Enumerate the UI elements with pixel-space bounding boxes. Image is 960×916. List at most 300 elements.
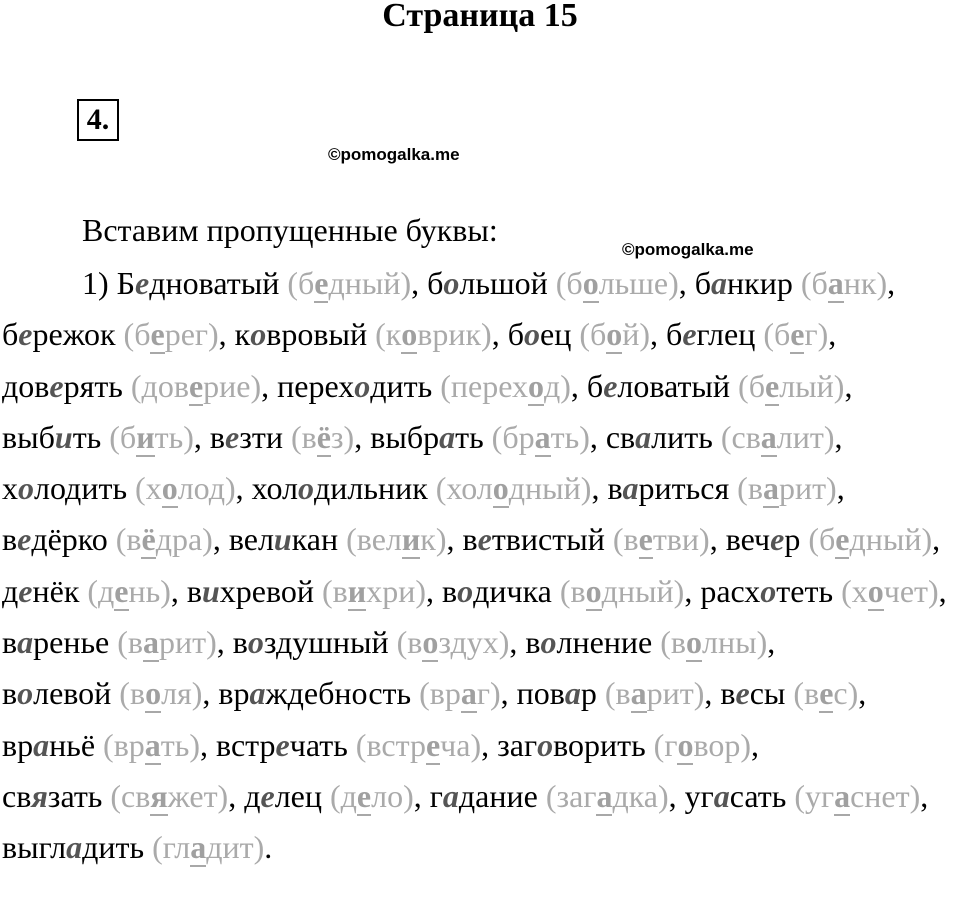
check-part: лый: [779, 367, 834, 404]
check-part: в: [623, 521, 639, 558]
check-part: в: [747, 470, 763, 507]
word-part: сы: [749, 675, 786, 712]
inserted-letter: о: [298, 470, 314, 507]
check-letter: а: [834, 777, 851, 814]
word-part: твистый: [491, 521, 605, 558]
check-part: рег: [164, 316, 209, 353]
inserted-letter: и: [201, 572, 220, 609]
inserted-letter: а: [33, 726, 50, 763]
check-letter: е: [188, 367, 204, 404]
check-letter: ё: [316, 418, 331, 455]
check-word: (угаснет): [794, 777, 921, 814]
inserted-letter: и: [54, 418, 73, 455]
check-part: рит: [159, 624, 207, 661]
word: [233, 624, 389, 660]
check-word: (вихри): [322, 572, 426, 609]
word-part: дичка: [473, 572, 552, 609]
word-part: ворить: [553, 726, 646, 763]
check-part: д: [98, 572, 115, 609]
check-letter: е: [835, 521, 850, 558]
word-part: хол: [251, 470, 298, 507]
check-part: чет: [883, 572, 928, 609]
check-part: й: [622, 316, 640, 353]
check-word: (вёдра): [115, 521, 213, 558]
word-entry: денёк (день),: [2, 572, 179, 609]
inserted-letter: а: [442, 777, 459, 814]
check-letter: я: [150, 777, 168, 814]
word: [508, 316, 572, 352]
inserted-letter: а: [711, 265, 728, 301]
check-letter: а: [190, 829, 207, 866]
word-entry: волнение (волны),: [525, 624, 776, 661]
word-entry: холодильник (холодный),: [251, 470, 600, 507]
word-part: дёрко: [31, 521, 108, 558]
list-marker: 1): [82, 265, 117, 301]
inserted-letter: е: [682, 316, 697, 353]
check-part: б: [297, 265, 315, 301]
word-part: уг: [684, 777, 714, 814]
check-word: (белый): [738, 367, 845, 404]
word: [517, 675, 597, 711]
inserted-letter: а: [713, 777, 730, 814]
word-part: дить: [370, 367, 433, 404]
word: [244, 778, 322, 814]
word-entry: Бедноватый (бедный),: [116, 265, 420, 301]
check-letter: о: [527, 367, 544, 404]
word-list: [2, 265, 947, 867]
check-part: в: [570, 572, 586, 609]
check-letter: о: [161, 470, 178, 507]
inserted-letter: а: [635, 418, 652, 455]
word-entry: угасать (угаснет),: [684, 777, 929, 814]
check-letter: и: [136, 418, 155, 455]
word-part: кан: [291, 521, 339, 558]
check-part: в: [332, 572, 348, 609]
word: [2, 675, 111, 711]
word-part: встр: [216, 726, 276, 763]
word: [2, 624, 109, 660]
check-part: дный: [328, 265, 401, 301]
word-entry: весы (вес),: [720, 675, 867, 712]
word-part: в: [2, 521, 18, 558]
inserted-letter: о: [523, 316, 540, 353]
word: [685, 778, 787, 814]
word: [720, 675, 785, 711]
inserted-letter: о: [537, 726, 554, 763]
word: [666, 316, 755, 352]
word: [216, 727, 348, 763]
inserted-letter: а: [66, 829, 83, 866]
word-entry: гадание (загадка),: [429, 777, 677, 814]
word-part: б: [666, 316, 683, 353]
word-part: лец: [274, 777, 322, 814]
word-part: ть: [72, 418, 102, 455]
word-part: б: [2, 316, 19, 353]
inserted-letter: о: [760, 572, 777, 609]
check-part: дит: [206, 829, 254, 866]
word: [2, 727, 95, 763]
check-letter: а: [762, 470, 779, 507]
check-word: (вёз): [290, 418, 355, 455]
word-part: б: [507, 316, 524, 353]
check-part: б: [773, 316, 791, 353]
inserted-letter: е: [735, 675, 750, 712]
check-word: (дело): [329, 777, 414, 814]
inserted-letter: о: [250, 316, 267, 353]
inserted-letter: е: [49, 367, 64, 404]
inserted-letter: а: [439, 418, 456, 455]
word-part: теть: [776, 572, 834, 609]
inserted-letter: о: [18, 470, 34, 507]
check-letter: е: [819, 675, 834, 712]
check-part: в: [407, 624, 423, 661]
check-word: (враг): [419, 675, 501, 712]
word-part: риться: [638, 470, 730, 507]
word-part: ец: [539, 316, 572, 353]
word-part: р: [580, 675, 597, 712]
word-entry: везти (вёз),: [209, 418, 363, 455]
word: [2, 573, 79, 609]
check-word: (свяжет): [110, 777, 229, 814]
word-entry: выгладить (гладит).: [2, 829, 273, 866]
check-part: лит: [776, 418, 824, 455]
page-title: Страница 15: [382, 0, 578, 34]
inserted-letter: е: [224, 418, 240, 455]
word-entry: ведёрко (вёдра),: [2, 521, 221, 558]
word-entry: волевой (воля),: [2, 675, 211, 712]
watermark: ©pomogalka.me: [328, 145, 460, 164]
word-part: дание: [458, 777, 538, 814]
check-part: уг: [804, 777, 835, 814]
word: [525, 624, 652, 660]
check-word: (воля): [119, 675, 203, 712]
check-letter: а: [460, 675, 477, 712]
check-word: (холод): [135, 470, 236, 507]
word-part: р: [784, 521, 801, 558]
inserted-letter: о: [443, 265, 460, 301]
check-letter: о: [582, 265, 599, 301]
word-part: в: [232, 624, 248, 661]
word-entry: переходить (переход),: [277, 367, 579, 404]
word: [252, 470, 428, 506]
word-part: здушный: [263, 624, 389, 661]
check-letter: а: [143, 624, 159, 661]
check-word: (велик): [346, 521, 447, 558]
check-part: б: [566, 265, 583, 301]
check-letter: о: [686, 624, 702, 661]
word-part: сать: [729, 777, 787, 814]
check-part: жет: [167, 777, 218, 814]
word-part: вровый: [266, 316, 368, 353]
word-part: д: [244, 777, 261, 814]
word-entry: великан (велик),: [228, 521, 455, 558]
check-part: д: [543, 367, 561, 404]
word-entry: делец (дело),: [244, 777, 422, 814]
word: [370, 419, 483, 455]
word-part: б: [427, 265, 444, 301]
check-word: (варит): [737, 470, 837, 507]
check-word: (брать): [491, 418, 590, 455]
check-letter: а: [144, 726, 161, 763]
check-letter: е: [150, 316, 165, 353]
inserted-letter: а: [622, 470, 639, 507]
check-letter: е: [356, 777, 372, 814]
check-part: льше: [598, 265, 669, 301]
check-word: (волны): [660, 624, 768, 661]
check-part: с: [833, 675, 848, 712]
word-part: Б: [116, 265, 136, 301]
word-part: вел: [228, 521, 274, 558]
word-part: зать: [47, 777, 103, 814]
check-word: (вес): [793, 675, 859, 712]
word-entry: связать (свяжет),: [2, 777, 237, 814]
check-part: ть: [154, 418, 184, 455]
check-word: (бой): [579, 316, 651, 353]
check-part: нь: [128, 572, 161, 609]
check-part: б: [818, 521, 836, 558]
word-entry: боец (бой),: [507, 316, 659, 353]
word: [2, 368, 123, 404]
check-part: гл: [162, 829, 191, 866]
word-part: в: [2, 624, 18, 661]
word-part: режок: [32, 316, 116, 353]
check-part: врик: [417, 316, 482, 353]
check-part: в: [127, 624, 143, 661]
word-part: вр: [218, 675, 250, 712]
check-word: (холодный): [435, 470, 592, 507]
check-part: ть: [550, 418, 580, 455]
inserted-letter: о: [457, 572, 474, 609]
check-letter: е: [764, 367, 780, 404]
word-part: выгл: [2, 829, 67, 866]
check-part: в: [670, 624, 686, 661]
check-word: (бег): [763, 316, 829, 353]
check-part: д: [340, 777, 357, 814]
check-part: дов: [141, 367, 189, 404]
word-part: заг: [497, 726, 538, 763]
word-part: в: [525, 624, 541, 661]
word-part: г: [429, 777, 443, 814]
check-part: в: [301, 418, 317, 455]
check-letter: и: [347, 572, 367, 609]
check-part: вр: [113, 726, 145, 763]
word-entry: заговорить (говор),: [497, 726, 759, 763]
inserted-letter: о: [247, 624, 264, 661]
word-part: лить: [651, 418, 713, 455]
check-word: (бедный): [808, 521, 933, 558]
check-word: (больше): [555, 265, 679, 301]
inserted-letter: о: [17, 675, 34, 712]
check-part: снет: [850, 777, 910, 814]
word-part: ньё: [49, 726, 96, 763]
word-part: в: [441, 572, 458, 609]
check-word: (коврик): [375, 316, 492, 353]
check-word: (ветви): [612, 521, 710, 558]
check-letter: о: [677, 726, 694, 763]
word: [117, 265, 280, 301]
word-part: б: [586, 367, 604, 404]
inserted-letter: а: [249, 675, 266, 712]
word: [607, 470, 729, 506]
check-word: (переход): [440, 367, 571, 404]
check-letter: а: [760, 418, 777, 455]
check-part: рит: [646, 675, 694, 712]
check-word: (доверие): [130, 367, 262, 404]
word-entry: холодить (холод),: [2, 470, 244, 507]
inserted-letter: и: [273, 521, 292, 558]
check-part: в: [126, 521, 142, 558]
word: [606, 419, 713, 455]
word-part: выб: [2, 418, 55, 455]
word: [2, 316, 116, 352]
word-part: в: [2, 675, 18, 712]
word: [229, 521, 338, 557]
word-part: лнение: [556, 624, 653, 661]
check-letter: а: [534, 418, 551, 455]
word: [2, 470, 127, 506]
check-letter: о: [401, 316, 418, 353]
word-part: расх: [700, 572, 761, 609]
check-part: хол: [446, 470, 493, 507]
check-word: (гладит): [152, 829, 265, 866]
word-entry: варенье (варит),: [2, 624, 225, 661]
check-part: в: [804, 675, 820, 712]
word: [277, 368, 432, 404]
word-part: ть: [455, 418, 484, 455]
word-entry: встречать (встреча),: [216, 726, 490, 763]
check-word: (варит): [117, 624, 217, 661]
inserted-letter: е: [260, 777, 275, 814]
check-word: (день): [87, 572, 171, 609]
check-letter: а: [596, 777, 613, 814]
check-part: ля: [161, 675, 192, 712]
check-part: г: [664, 726, 678, 763]
inserted-letter: е: [18, 316, 33, 353]
watermark: ©pomogalka.me: [622, 240, 754, 259]
word: [218, 675, 411, 711]
check-letter: а: [630, 675, 647, 712]
intro-text: Вставим пропущенные буквы:: [82, 212, 498, 248]
inserted-letter: о: [354, 367, 371, 404]
word-part: в: [186, 572, 202, 609]
check-part: бр: [502, 418, 535, 455]
word-entry: большой (больше),: [427, 265, 687, 301]
check-word: (берег): [123, 316, 219, 353]
inserted-letter: е: [477, 521, 492, 558]
word-part: льшой: [459, 265, 548, 301]
inserted-letter: е: [603, 367, 618, 404]
word: [2, 829, 144, 865]
word: [187, 573, 314, 609]
word: [587, 368, 730, 404]
check-letter: о: [585, 572, 602, 609]
word: [700, 573, 833, 609]
word-part: нкир: [727, 265, 793, 301]
inserted-letter: е: [18, 572, 33, 609]
check-part: рие: [203, 367, 251, 404]
word: [235, 316, 367, 352]
word-part: рять: [63, 367, 123, 404]
word: [2, 778, 102, 814]
check-part: дра: [155, 521, 203, 558]
word-entry: выбрать (брать),: [370, 418, 598, 455]
check-part: вел: [356, 521, 402, 558]
check-part: б: [134, 316, 151, 353]
inserted-letter: а: [564, 675, 581, 712]
word-part: дноватый: [149, 265, 280, 301]
check-part: заг: [556, 777, 597, 814]
word-entry: выбить (бить),: [2, 418, 202, 455]
check-part: в: [129, 675, 146, 712]
check-part: з: [330, 418, 344, 455]
word-entry: бережок (берег),: [2, 316, 227, 353]
check-word: (воздух): [396, 624, 510, 661]
exercise-text: [2, 258, 957, 874]
word-part: дов: [2, 367, 50, 404]
word-entry: ветвистый (ветви),: [462, 521, 718, 558]
word-part: чать: [289, 726, 348, 763]
word-part: б: [694, 265, 712, 301]
word-part: вр: [2, 726, 34, 763]
word-part: в: [462, 521, 478, 558]
word-entry: враждебность (враг),: [218, 675, 509, 712]
check-word: (загадка): [545, 777, 669, 814]
word-part: лодить: [34, 470, 128, 507]
word-part: св: [605, 418, 636, 455]
word: [210, 419, 283, 455]
check-part: х: [851, 572, 868, 609]
check-part: тви: [652, 521, 700, 558]
check-part: вор: [693, 726, 741, 763]
check-word: (встреча): [355, 726, 482, 763]
word: [2, 521, 108, 557]
word-part: д: [2, 572, 19, 609]
check-part: св: [731, 418, 761, 455]
word-entry: беловатый (белый),: [586, 367, 853, 404]
word-part: в: [720, 675, 736, 712]
check-word: (банк): [800, 265, 888, 301]
word-entry: свалить (свалит),: [605, 418, 843, 455]
check-word: (водный): [559, 572, 685, 609]
word: [726, 521, 801, 557]
check-letter: е: [638, 521, 653, 558]
word-entry: беглец (бег),: [666, 316, 837, 353]
check-word: (бить): [109, 418, 194, 455]
word-entry: вечер (бедный),: [725, 521, 941, 558]
word: [463, 521, 605, 557]
check-word: (бедный): [287, 265, 412, 301]
word-part: к: [234, 316, 251, 353]
check-part: б: [748, 367, 765, 404]
check-part: к: [385, 316, 402, 353]
word: [695, 265, 793, 301]
check-part: лны: [702, 624, 757, 661]
word-entry: водичка (водный),: [441, 572, 693, 609]
word-part: в: [209, 418, 225, 455]
word: [497, 727, 646, 763]
check-part: ло: [371, 777, 404, 814]
word-part: в: [607, 470, 623, 507]
check-part: дный: [849, 521, 922, 558]
check-part: вр: [429, 675, 461, 712]
check-part: г: [476, 675, 490, 712]
word-entry: повар (варит),: [516, 675, 713, 712]
word-part: выбр: [370, 418, 440, 455]
word-part: ренье: [33, 624, 110, 661]
check-part: св: [121, 777, 151, 814]
check-word: (варит): [604, 675, 705, 712]
word: [430, 778, 538, 814]
